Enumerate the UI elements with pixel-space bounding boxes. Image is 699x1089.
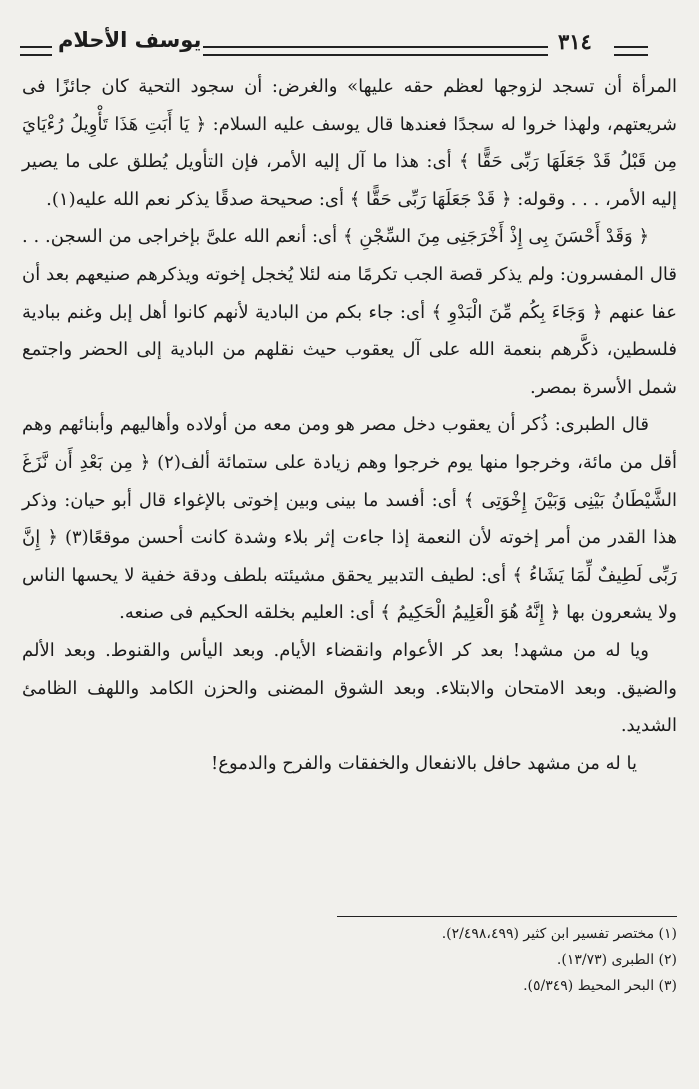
paragraph-1	[22, 68, 677, 218]
header-rule-middle	[203, 46, 548, 56]
footnote-1: (١) مختصر تفسير ابن كثير (٢/٤٩٨،٤٩٩).	[441, 926, 677, 942]
footnote-separator	[337, 916, 677, 917]
header-rule-left	[20, 46, 52, 56]
running-header	[18, 26, 681, 66]
text-line: والقنوط. وبعد الألم والضيق. وبعد الامتحان والابتلاء. وبعد الشوق	[22, 639, 678, 699]
text-line: جائزًا فى شريعتهم، ولهذا خروا له سجدًا فعندها قال يوسف عليه السلام:	[22, 76, 678, 135]
page-number: ٣١٤	[558, 29, 592, 54]
main-text	[22, 68, 677, 782]
text-line: ويا له من مشهد! بعد كر الأعوام وانقضاء الأيام. وبعد اليأس	[179, 639, 650, 661]
text-line: السجن. . . قال المفسرون: ولم يذكر قصة الجب تكرمًا منه لئلا يُخجل إخوته	[22, 226, 677, 285]
text-line: ﴿ وَقَدْ أَحْسَنَ بِى إِذْ أَخْرَجَنِى مِنَ السِّجْنِ ﴾ أى: أنعم الله علىَّ بإخراجى من	[108, 226, 649, 248]
text-line: فإن التأويل يُطلق على ما يصير إليه الأمر، . . . وقوله: ﴿ قَدْ جَعَلَهَا رَبِّى	[22, 151, 677, 210]
text-line: وأبنائهم وهم أقل من مائة، وخرجوا منها يوم خرجوا وهم زيادة على ستمائة	[22, 414, 677, 473]
text-line: المضنى والحزن الكامد واللهف الظامئ الشديد.	[22, 677, 677, 737]
text-line: البادية لأنهم كانوا أهل إبل وغنم ببادية فلسطين، ذكَّرهم بنعمة الله على آل	[22, 301, 677, 361]
paragraph-4	[22, 632, 677, 745]
header-rule-right	[614, 46, 648, 56]
paragraph-5	[22, 745, 677, 783]
header-title: يوسف الأحلام	[58, 28, 202, 52]
text-line: جاءت إثر بلاء وشدة كانت أحسن موقعًا(٣) ﴿ إِنَّ رَبِّى لَطِيفٌ لِّمَا يَشَاءُ ﴾ أى:	[22, 527, 677, 586]
paragraph-2	[22, 218, 677, 406]
text-line: ويذكرهم صنيعهم بعد أن عفا عنهم ﴿ وَجَاءَ بِكُم مِّنَ الْبَدْوِ ﴾ أى: جاء بكم من	[22, 263, 677, 323]
text-line: ﴿ يَا أَبَتِ هَذَا تَأْوِيلُ رُءْيَايَ مِن قَبْلُ قَدْ جَعَلَهَا رَبِّى حَقًّا ﴾ أى: هذا ما آل إليه الأمر،	[22, 113, 677, 173]
text-line: حَقًّا ﴾ أى: صحيحة صدقًا يذكر نعم الله عليه(١).	[46, 188, 392, 210]
text-line: ألف(٢) ﴿ مِن بَعْدِ أَن نَّزَغَ الشَّيْطَانُ بَيْنِى وَبَيْنَ إِخْوَتِى ﴾ أى: أفسد ما بينى وبين	[22, 451, 677, 511]
text-line: يا له من مشهد حافل بالانفعال والخفقات والفرح والدموع!	[211, 752, 637, 774]
footnote-3: (٣) البحر المحيط (٥/٣٤٩).	[523, 978, 677, 994]
footnotes	[330, 916, 677, 999]
paragraph-3	[22, 406, 677, 632]
text-line: قال الطبرى: ذُكر أن يعقوب دخل مصر هو ومن معه من أولاده وأهاليهم	[119, 414, 649, 436]
text-line: يعقوب حيث نقلهم من البادية إلى الحضر واجتمع شمل الأسرة بمصر.	[22, 339, 677, 398]
footnote-2: (٢) الطبرى (١٣/٧٣).	[556, 952, 677, 968]
text-line: لطيف التدبير يحقق مشيئته بلطف ودقة خفية لا يحسها الناس ولا يشعرون	[22, 564, 677, 624]
text-line: إخوتى بالإغواء قال أبو حيان: وذكر هذا القدر من أمر إخوته لأن النعمة إذا	[22, 489, 677, 549]
text-line: بها ﴿ إِنَّهُ هُوَ الْعَلِيمُ الْحَكِيمُ ﴾ أى: العليم بخلقه الحكيم فى صنعه.	[119, 602, 585, 624]
text-line: المرأة أن تسجد لزوجها لعظم حقه عليها» والغرض: أن سجود التحية كان	[101, 76, 678, 97]
